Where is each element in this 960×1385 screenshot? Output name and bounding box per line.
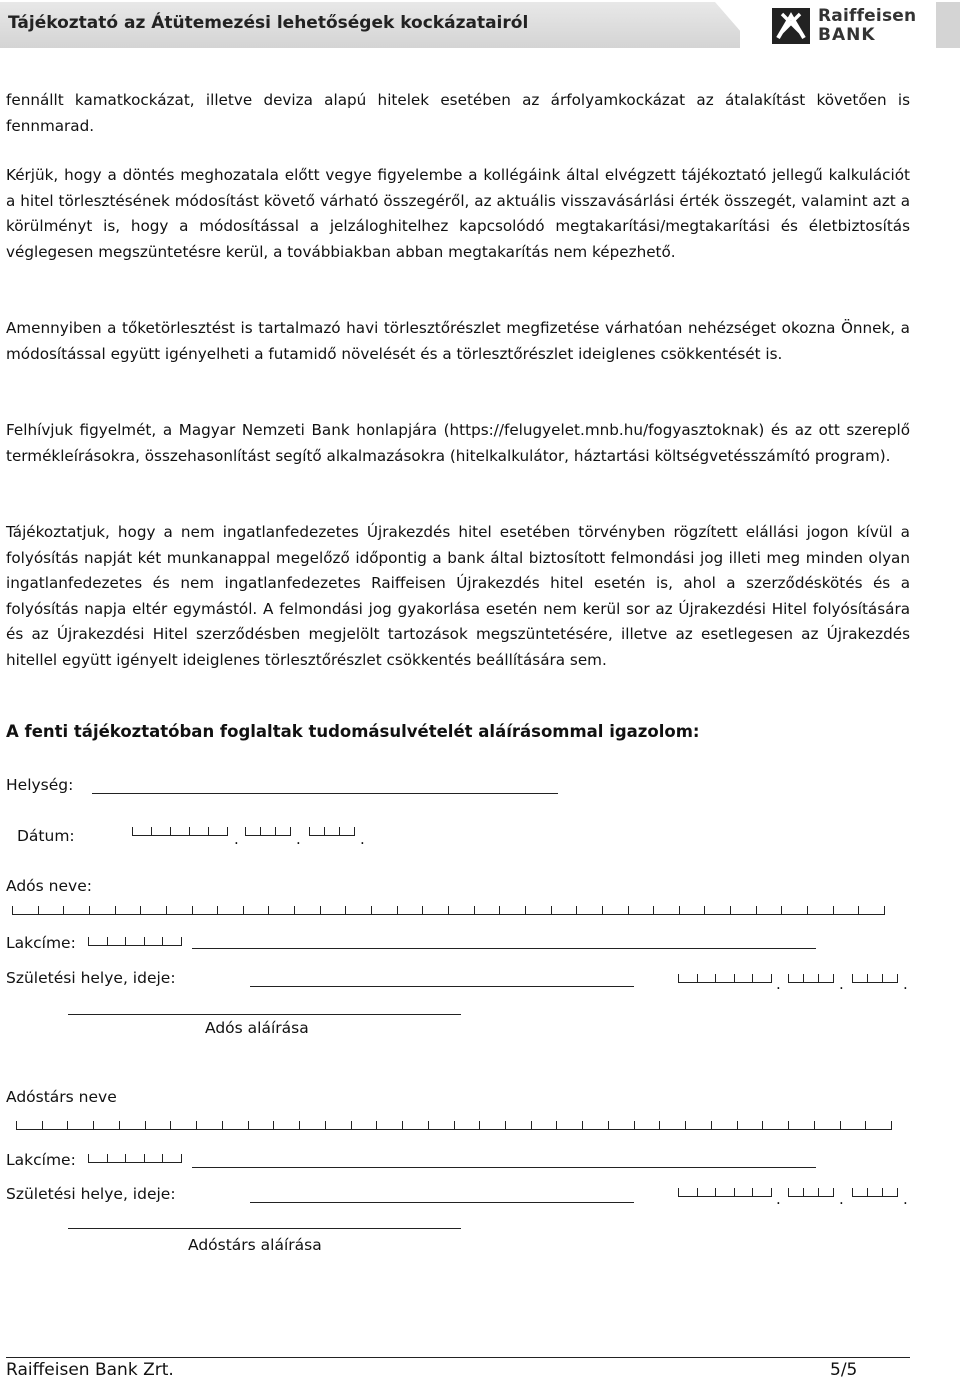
box-divider bbox=[781, 906, 782, 915]
box-divider bbox=[345, 906, 346, 915]
codebtor-signature-line[interactable] bbox=[68, 1228, 461, 1229]
box-divider bbox=[752, 1188, 753, 1197]
box-divider bbox=[208, 827, 209, 836]
box-divider bbox=[151, 827, 152, 836]
date-label: Dátum: bbox=[17, 827, 75, 845]
box-divider bbox=[12, 906, 13, 915]
box-divider bbox=[63, 906, 64, 915]
debtor-address-label: Lakcíme: bbox=[6, 934, 76, 952]
page-header bbox=[0, 0, 960, 50]
box-divider bbox=[525, 906, 526, 915]
codebtor-birth-month-boxes[interactable] bbox=[788, 1187, 834, 1197]
box-divider bbox=[260, 827, 261, 836]
box-divider bbox=[125, 1154, 126, 1163]
codebtor-zip-boxes[interactable] bbox=[88, 1153, 182, 1163]
box-divider bbox=[711, 1121, 712, 1130]
box-divider bbox=[628, 906, 629, 915]
debtor-birthplace-field[interactable] bbox=[250, 986, 634, 987]
box-divider bbox=[309, 827, 310, 836]
box-divider bbox=[351, 1121, 352, 1130]
box-divider bbox=[170, 827, 171, 836]
date-separator: . bbox=[903, 975, 908, 993]
paragraph-4: Felhívjuk figyelmét, a Magyar Nemzeti Bank honlapjára (https://felugyelet.mnb.hu/fogyasztoknak) és az ott szereplő termékleírásokra, összehasonlítást segítő alkalmazásokra (hitelkalkulátor, háztartási költségvetésszámító program). bbox=[6, 421, 910, 465]
box-divider bbox=[833, 974, 834, 983]
codebtor-name-label: Adóstárs neve bbox=[6, 1088, 117, 1106]
codebtor-name-boxes[interactable] bbox=[16, 1120, 892, 1130]
debtor-name-boxes[interactable] bbox=[12, 905, 885, 915]
box-divider bbox=[582, 1121, 583, 1130]
box-divider bbox=[192, 906, 193, 915]
box-divider bbox=[737, 1121, 738, 1130]
box-divider bbox=[275, 827, 276, 836]
box-divider bbox=[531, 1121, 532, 1130]
box-divider bbox=[697, 974, 698, 983]
box-divider bbox=[771, 1188, 772, 1197]
box-divider bbox=[181, 937, 182, 946]
box-divider bbox=[762, 1121, 763, 1130]
box-divider bbox=[840, 1121, 841, 1130]
box-divider bbox=[734, 1188, 735, 1197]
document-title: Tájékoztató az Átütemezési lehetőségek kockázatairól bbox=[8, 13, 529, 33]
box-divider bbox=[290, 827, 291, 836]
box-divider bbox=[752, 974, 753, 983]
footer-divider bbox=[6, 1357, 910, 1358]
box-divider bbox=[858, 906, 859, 915]
box-divider bbox=[576, 906, 577, 915]
codebtor-birth-year-boxes[interactable] bbox=[678, 1187, 772, 1197]
box-divider bbox=[125, 937, 126, 946]
box-divider bbox=[803, 974, 804, 983]
box-divider bbox=[38, 906, 39, 915]
box-divider bbox=[273, 1121, 274, 1130]
box-divider bbox=[428, 1121, 429, 1130]
box-divider bbox=[803, 1188, 804, 1197]
header-tail bbox=[936, 2, 960, 48]
date-day-boxes[interactable] bbox=[309, 826, 355, 836]
box-divider bbox=[679, 906, 680, 915]
box-divider bbox=[551, 906, 552, 915]
box-divider bbox=[454, 1121, 455, 1130]
box-divider bbox=[222, 1121, 223, 1130]
date-separator: . bbox=[903, 1190, 908, 1208]
box-divider bbox=[339, 827, 340, 836]
box-divider bbox=[818, 1188, 819, 1197]
box-divider bbox=[140, 906, 141, 915]
debtor-birth-label: Születési helye, ideje: bbox=[6, 969, 176, 987]
box-divider bbox=[891, 1121, 892, 1130]
box-divider bbox=[634, 1121, 635, 1130]
box-divider bbox=[715, 974, 716, 983]
codebtor-signature-label: Adóstárs aláírása bbox=[188, 1236, 322, 1254]
box-divider bbox=[89, 906, 90, 915]
box-divider bbox=[653, 906, 654, 915]
box-divider bbox=[818, 974, 819, 983]
logo-text-raiffeisen: Raiffeisen bbox=[818, 6, 917, 26]
box-divider bbox=[807, 906, 808, 915]
date-separator: . bbox=[776, 1190, 781, 1208]
box-divider bbox=[144, 937, 145, 946]
debtor-signature-label: Adós aláírása bbox=[205, 1019, 309, 1037]
box-divider bbox=[678, 974, 679, 983]
box-divider bbox=[852, 974, 853, 983]
box-divider bbox=[217, 906, 218, 915]
box-divider bbox=[756, 906, 757, 915]
debtor-name-label: Adós neve: bbox=[6, 877, 92, 895]
box-divider bbox=[788, 974, 789, 983]
box-divider bbox=[181, 1154, 182, 1163]
box-divider bbox=[170, 1121, 171, 1130]
place-field[interactable] bbox=[92, 793, 558, 794]
box-divider bbox=[715, 1188, 716, 1197]
logo-text-bank: BANK bbox=[818, 25, 876, 45]
place-label: Helység: bbox=[6, 776, 74, 794]
box-divider bbox=[243, 906, 244, 915]
box-divider bbox=[324, 827, 325, 836]
box-divider bbox=[227, 827, 228, 836]
box-divider bbox=[852, 1188, 853, 1197]
date-separator: . bbox=[776, 975, 781, 993]
box-divider bbox=[602, 906, 603, 915]
box-divider bbox=[608, 1121, 609, 1130]
box-divider bbox=[294, 906, 295, 915]
box-divider bbox=[882, 974, 883, 983]
date-separator: . bbox=[839, 1190, 844, 1208]
date-separator: . bbox=[296, 830, 301, 848]
codebtor-birth-day-boxes[interactable] bbox=[852, 1187, 898, 1197]
box-divider bbox=[162, 1154, 163, 1163]
codebtor-address-label: Lakcíme: bbox=[6, 1151, 76, 1169]
box-divider bbox=[144, 1154, 145, 1163]
confirmation-statement: A fenti tájékoztatóban foglaltak tudomásulvételét aláírásommal igazolom: bbox=[6, 722, 700, 741]
box-divider bbox=[42, 1121, 43, 1130]
date-year-boxes[interactable] bbox=[132, 826, 228, 836]
box-divider bbox=[376, 1121, 377, 1130]
box-divider bbox=[93, 1121, 94, 1130]
box-divider bbox=[474, 906, 475, 915]
page-number: 5/5 bbox=[830, 1360, 858, 1380]
box-divider bbox=[145, 1121, 146, 1130]
box-divider bbox=[299, 1121, 300, 1130]
box-divider bbox=[119, 1121, 120, 1130]
date-separator: . bbox=[360, 830, 365, 848]
paragraph-1: fennállt kamatkockázat, illetve deviza alapú hitelek esetében az árfolyamkockázat az átalakítást követően is fennmarad. bbox=[6, 91, 910, 135]
codebtor-birth-label: Születési helye, ideje: bbox=[6, 1185, 176, 1203]
date-month-boxes[interactable] bbox=[245, 826, 291, 836]
box-divider bbox=[479, 1121, 480, 1130]
box-divider bbox=[196, 1121, 197, 1130]
box-divider bbox=[730, 906, 731, 915]
box-divider bbox=[88, 1154, 89, 1163]
raiffeisen-logo bbox=[772, 6, 922, 46]
box-divider bbox=[162, 937, 163, 946]
date-separator: . bbox=[234, 830, 239, 848]
box-divider bbox=[88, 937, 89, 946]
paragraph-5: Tájékoztatjuk, hogy a nem ingatlanfedezetes Újrakezdés hitel esetében törvényben rögzített elállási jogon kívül a folyósítás napját két munkanappal megelőző időpontig a bank által biztosított felmondási jog illeti meg minden olyan ingatlanfedezetes és nem ingatlanfedezetes Raiffeisen Újrakezdés hitel esetén is, ahol a szerződéskötés és a folyósítás napja eltér egymástól. A felmondási jog gyakorlása esetén nem kerül sor az Újrakezdési Hitel folyósítására és az Újrakezdési Hitel szerződésben megjelölt tartozások megszüntetésére, illetve az esetlegesen az Újrakezdés hitellel együtt igényelt ideiglenes törlesztőrészlet csökkentés beállítására sem. bbox=[6, 523, 910, 669]
codebtor-address-field[interactable] bbox=[192, 1167, 816, 1168]
debtor-birth-year-boxes[interactable] bbox=[678, 973, 772, 983]
box-divider bbox=[678, 1188, 679, 1197]
box-divider bbox=[865, 1121, 866, 1130]
date-separator: . bbox=[839, 975, 844, 993]
box-divider bbox=[867, 974, 868, 983]
box-divider bbox=[897, 974, 898, 983]
box-divider bbox=[325, 1121, 326, 1130]
box-divider bbox=[734, 974, 735, 983]
box-divider bbox=[166, 906, 167, 915]
box-divider bbox=[884, 906, 885, 915]
raiffeisen-gable-icon bbox=[772, 8, 810, 44]
box-divider bbox=[422, 906, 423, 915]
box-divider bbox=[268, 906, 269, 915]
header-notch bbox=[715, 2, 755, 48]
box-divider bbox=[397, 906, 398, 915]
box-divider bbox=[788, 1188, 789, 1197]
box-divider bbox=[16, 1121, 17, 1130]
box-divider bbox=[882, 1188, 883, 1197]
paragraph-3: Amennyiben a tőketörlesztést is tartalmazó havi törlesztőrészlet megfizetése várhatóan nehézséget okozna Önnek, a módosítással együtt igényelheti a futamidő növelését és a törlesztőrészlet ideiglenes csökkentését is. bbox=[6, 319, 910, 363]
codebtor-birthplace-field[interactable] bbox=[250, 1202, 634, 1203]
box-divider bbox=[107, 1154, 108, 1163]
box-divider bbox=[107, 937, 108, 946]
box-divider bbox=[402, 1121, 403, 1130]
box-divider bbox=[115, 906, 116, 915]
box-divider bbox=[245, 827, 246, 836]
box-divider bbox=[354, 827, 355, 836]
box-divider bbox=[659, 1121, 660, 1130]
box-divider bbox=[814, 1121, 815, 1130]
paragraph-2: Kérjük, hogy a döntés meghozatala előtt vegye figyelembe a kollégáink által elvégzett tájékoztató jellegű kalkulációt a hitel törlesztésének módosítást követő várható összegéről, az aktuális visszavásárlási érték összegét, valamint azt a körülményt is, hogy a módosítással a jelzáloghitelhez kapcsolódó megtakarítási/megtakarítási és életbiztosítás véglegesen megszüntetésre kerül, a továbbiakban abban megtakarítás nem képezhető. bbox=[6, 166, 910, 261]
box-divider bbox=[897, 1188, 898, 1197]
box-divider bbox=[320, 906, 321, 915]
box-divider bbox=[556, 1121, 557, 1130]
debtor-signature-line[interactable] bbox=[68, 1014, 461, 1015]
box-divider bbox=[499, 906, 500, 915]
box-divider bbox=[132, 827, 133, 836]
footer-company: Raiffeisen Bank Zrt. bbox=[6, 1360, 174, 1380]
box-divider bbox=[697, 1188, 698, 1197]
box-divider bbox=[67, 1121, 68, 1130]
box-divider bbox=[867, 1188, 868, 1197]
box-divider bbox=[833, 906, 834, 915]
debtor-zip-boxes[interactable] bbox=[88, 936, 182, 946]
debtor-birth-day-boxes[interactable] bbox=[852, 973, 898, 983]
box-divider bbox=[771, 974, 772, 983]
box-divider bbox=[189, 827, 190, 836]
box-divider bbox=[788, 1121, 789, 1130]
box-divider bbox=[371, 906, 372, 915]
box-divider bbox=[833, 1188, 834, 1197]
box-divider bbox=[704, 906, 705, 915]
box-divider bbox=[448, 906, 449, 915]
debtor-birth-month-boxes[interactable] bbox=[788, 973, 834, 983]
box-divider bbox=[248, 1121, 249, 1130]
debtor-address-field[interactable] bbox=[192, 948, 816, 949]
box-divider bbox=[685, 1121, 686, 1130]
box-divider bbox=[505, 1121, 506, 1130]
